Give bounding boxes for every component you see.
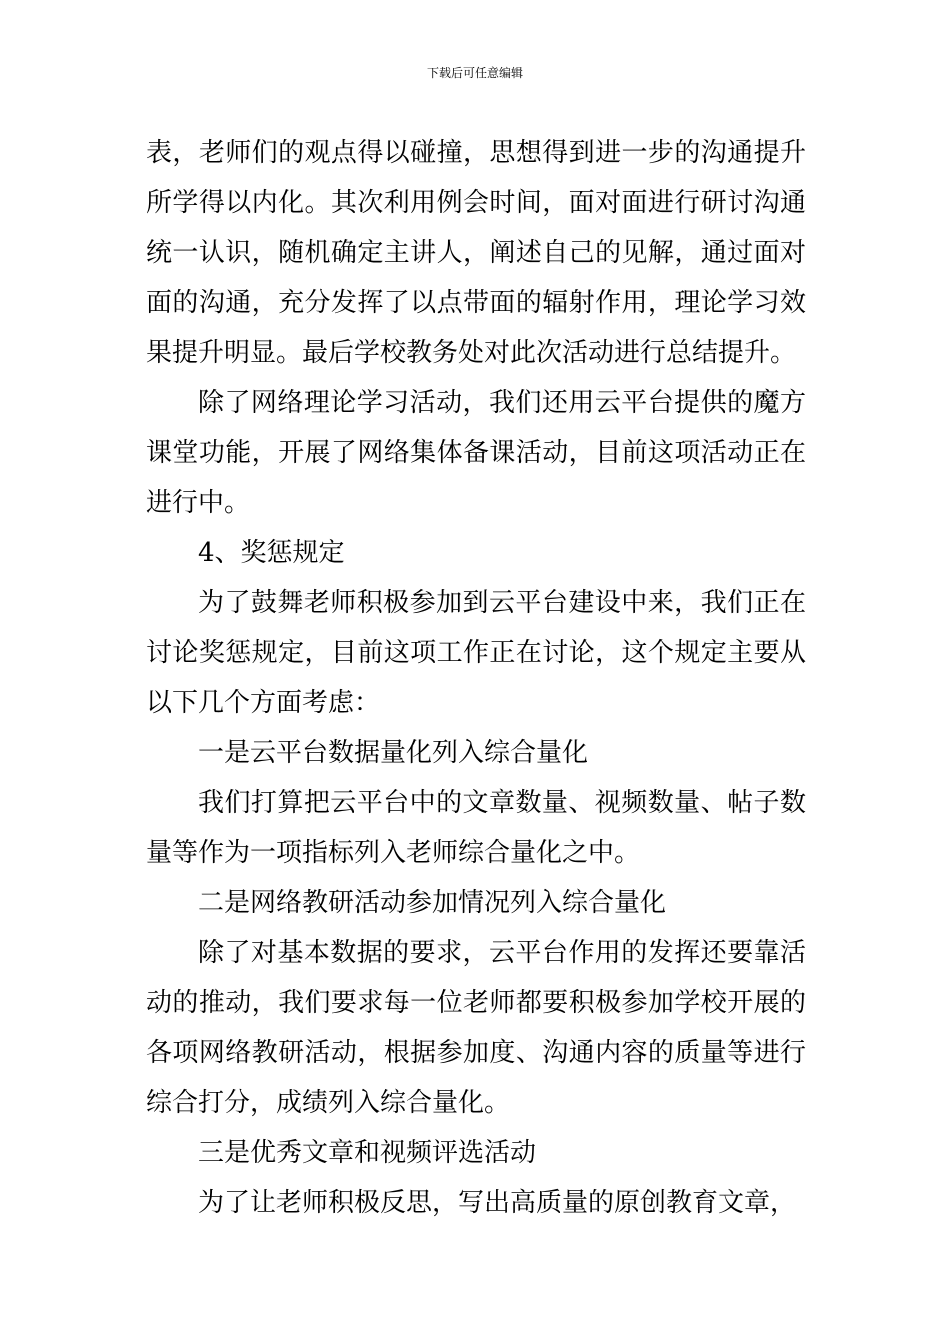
paragraph-3: 为了鼓舞老师积极参加到云平台建设中来，我们正在讨论奖惩规定，目前这项工作正在讨论，这个规定主要从以下几个方面考虑： (146, 588, 806, 718)
section-heading-rewards: 4、奖惩规定 (198, 538, 345, 568)
paragraph-4: 我们打算把云平台中的文章数量、视频数量、帖子数量等作为一项指标列入老师综合量化之中。 (146, 788, 806, 868)
subheading-2: 二是网络教研活动参加情况列入综合量化 (198, 888, 667, 918)
paragraph-5: 除了对基本数据的要求，云平台作用的发挥还要靠活动的推动，我们要求每一位老师都要积极参加学校开展的各项网络教研活动，根据参加度、沟通内容的质量等进行综合打分，成绩列入综合量化。 (146, 938, 806, 1118)
paragraph-2: 除了网络理论学习活动，我们还用云平台提供的魔方课堂功能，开展了网络集体备课活动，目前这项活动正在进行中。 (146, 388, 806, 518)
paragraph-6: 为了让老师积极反思，写出高质量的原创教育文章， (198, 1188, 797, 1218)
document-body (146, 128, 806, 1228)
paragraph-1: 表，老师们的观点得以碰撞，思想得到进一步的沟通提升所学得以内化。其次利用例会时间，面对面进行研讨沟通统一认识，随机确定主讲人，阐述自己的见解，通过面对面的沟通，充分发挥了以点带面的辐射作用，理论学习效果提升明显。最后学校教务处对此次活动进行总结提升。 (146, 138, 806, 368)
page-header: 下载后可任意编辑 (426, 66, 523, 80)
subheading-1: 一是云平台数据量化列入综合量化 (198, 738, 589, 768)
subheading-3: 三是优秀文章和视频评选活动 (198, 1138, 537, 1168)
